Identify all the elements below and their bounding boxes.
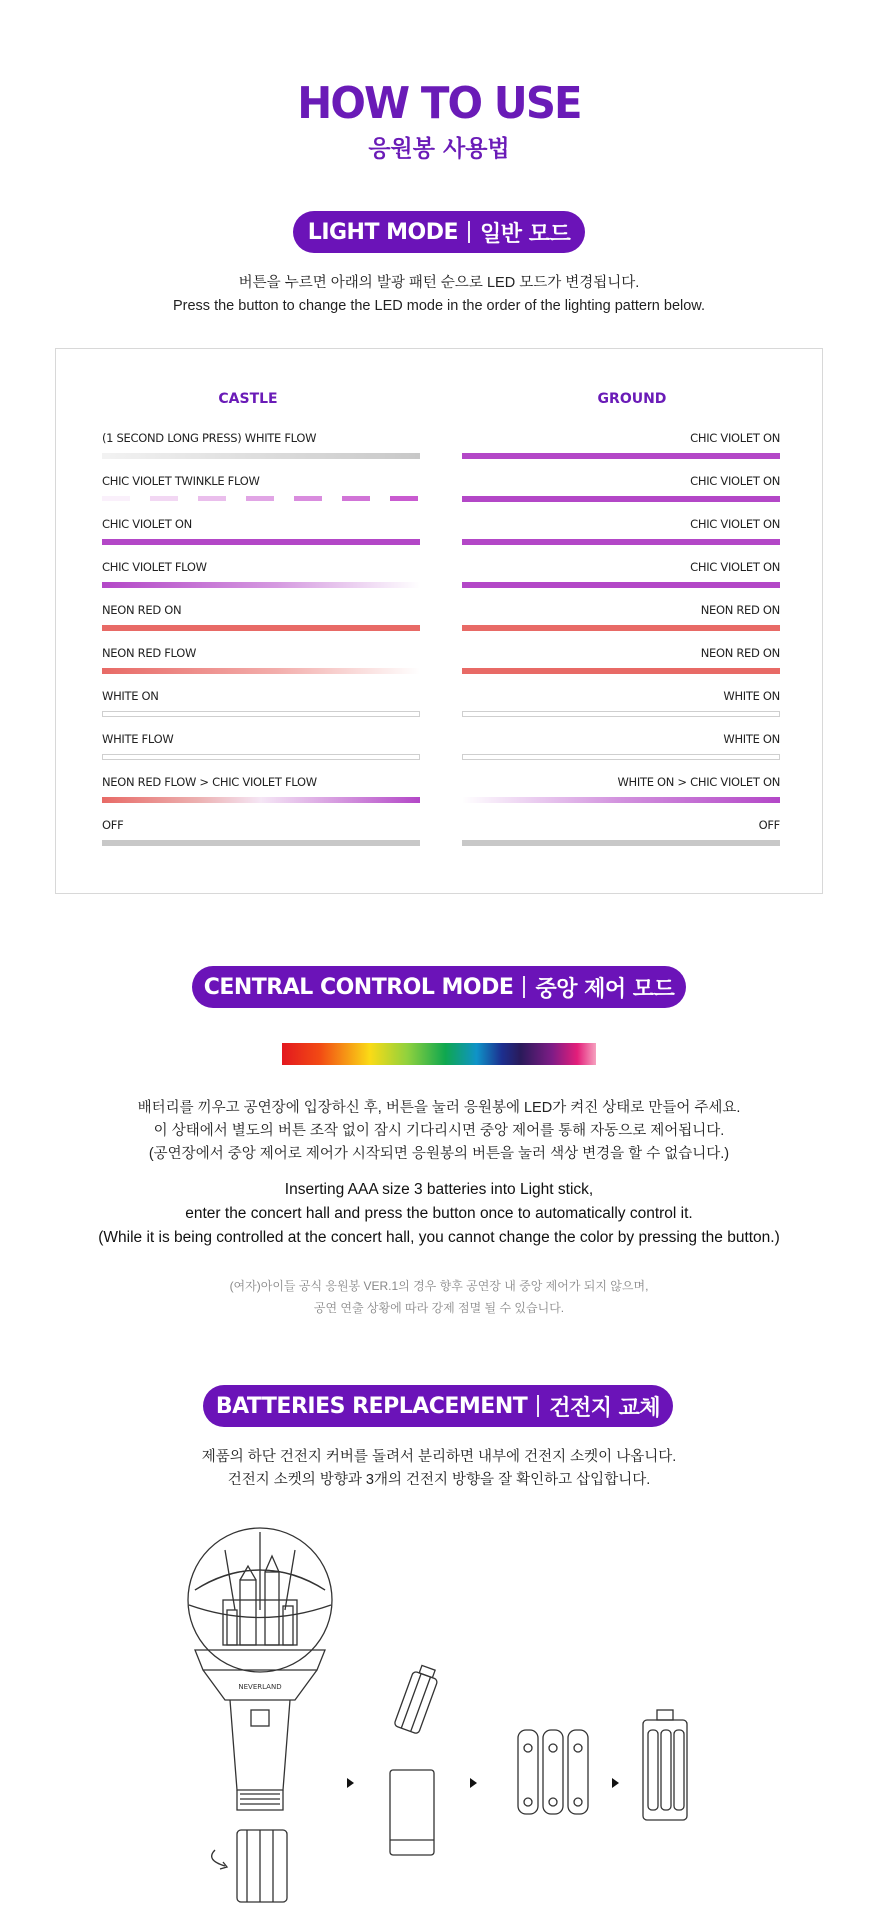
pattern-bar (462, 711, 780, 717)
pattern-bar (102, 754, 420, 760)
pattern-bar (462, 453, 780, 459)
pattern-label: CHIC VIOLET TWINKLE FLOW (102, 474, 260, 488)
castle-column-heading: CASTLE (218, 391, 278, 407)
aaa-batteries-icon (518, 1730, 588, 1814)
desc-line: 건전지 소켓의 방향과 3개의 건전지 방향을 잘 확인하고 삽입합니다. (227, 1472, 651, 1488)
pattern-label: WHITE FLOW (102, 732, 174, 746)
twinkle-segment (102, 496, 130, 501)
pattern-bar (102, 625, 420, 631)
central-mode-description-ko (0, 1097, 878, 1166)
pattern-label: CHIC VIOLET ON (690, 560, 780, 574)
pattern-bar (102, 840, 420, 846)
pattern-bar (102, 453, 420, 459)
batteries-badge (203, 1385, 673, 1427)
light-mode-badge (293, 211, 585, 253)
desc-line: (공연장에서 중앙 제어로 제어가 시작되면 응원봉의 버튼을 눌러 색상 변경을 할 수 없습니다.) (148, 1146, 730, 1162)
lighting-pattern-panel (55, 348, 823, 894)
central-mode-title-en: CENTRAL CONTROL MODE (203, 974, 514, 1000)
page-title: HOW TO USE (297, 78, 581, 129)
stick-brand-label: NEVERLAND (238, 1683, 282, 1691)
desc-line: 제품의 하단 건전지 커버를 돌려서 분리하면 내부에 건전지 소켓이 나옵니다. (201, 1449, 677, 1465)
pattern-bar (102, 582, 420, 588)
desc-line: 이 상태에서 별도의 버튼 조작 없이 잠시 기다리시면 중앙 제어를 통해 자동으로 제어됩니다. (153, 1123, 725, 1139)
lightstick-icon (188, 1528, 332, 1902)
desc-line: enter the concert hall and press the button once to automatically control it. (185, 1205, 693, 1222)
rainbow-color-bar (282, 1043, 596, 1065)
batteries-title-en: BATTERIES REPLACEMENT (215, 1393, 528, 1419)
light-mode-description (0, 272, 878, 318)
batteries-title-ko: 건전지 교체 (549, 1395, 661, 1421)
pattern-bar (462, 625, 780, 631)
pattern-label: NEON RED FLOW (102, 646, 197, 660)
twinkle-segment (390, 496, 418, 501)
pattern-label: CHIC VIOLET ON (102, 517, 192, 531)
pattern-bar (462, 496, 780, 502)
pattern-bar (102, 711, 420, 717)
twinkle-segment (246, 496, 274, 501)
light-mode-desc-en: Press the button to change the LED mode in the order of the lighting pattern below. (172, 298, 705, 314)
pattern-label: OFF (102, 818, 124, 832)
pattern-bar (102, 539, 420, 545)
desc-line: 배터리를 끼우고 공연장에 입장하신 후, 버튼을 눌러 응원봉에 LED가 켜진 상태로 만들어 주세요. (137, 1100, 741, 1116)
pattern-label: NEON RED ON (700, 603, 780, 617)
lightstick-diagram (185, 1510, 745, 1910)
pattern-label: NEON RED ON (102, 603, 182, 617)
desc-line: Inserting AAA size 3 batteries into Light stick, (284, 1181, 594, 1198)
pattern-bar (102, 797, 420, 803)
step-arrow-icon (470, 1778, 477, 1788)
light-mode-title-ko: 일반 모드 (480, 221, 571, 247)
central-mode-title-ko: 중앙 제어 모드 (535, 976, 675, 1002)
pattern-label: WHITE ON (723, 732, 780, 746)
castle-pattern-list (102, 349, 420, 895)
title-separator (468, 221, 470, 243)
pattern-label: WHITE ON > CHIC VIOLET ON (617, 775, 780, 789)
central-mode-badge (192, 966, 686, 1008)
pattern-label: CHIC VIOLET ON (690, 474, 780, 488)
note-line: (여자)아이들 공식 응원봉 VER.1의 경우 향후 공연장 내 중앙 제어가 되지 않으며, (229, 1279, 649, 1293)
pattern-bar (462, 797, 780, 803)
battery-replacement-illustration (185, 1510, 745, 1910)
light-mode-desc-ko: 버튼을 누르면 아래의 발광 패턴 순으로 LED 모드가 변경됩니다. (238, 275, 640, 291)
pattern-bar (462, 840, 780, 846)
central-mode-description-en (0, 1178, 878, 1250)
pattern-label: WHITE ON (723, 689, 780, 703)
battery-socket-icon (390, 1663, 441, 1855)
desc-line: (While it is being controlled at the concert hall, you cannot change the color by pressing the button.) (98, 1229, 780, 1246)
pattern-label: CHIC VIOLET FLOW (102, 560, 207, 574)
pattern-bar (462, 668, 780, 674)
page-subtitle: 응원봉 사용법 (368, 136, 510, 162)
note-line: 공연 연출 상황에 따라 강제 점멸 될 수 있습니다. (313, 1301, 565, 1315)
pattern-bar (102, 496, 420, 502)
step-arrow-icon (347, 1778, 354, 1788)
pattern-label: CHIC VIOLET ON (690, 517, 780, 531)
loaded-socket-icon (643, 1710, 687, 1820)
title-separator (523, 976, 525, 998)
ground-pattern-list (462, 349, 780, 895)
twinkle-segment (150, 496, 178, 501)
twinkle-segment (342, 496, 370, 501)
pattern-bar (462, 582, 780, 588)
light-mode-title-en: LIGHT MODE (307, 219, 459, 245)
pattern-label: NEON RED ON (700, 646, 780, 660)
pattern-bar (462, 539, 780, 545)
pattern-label: (1 SECOND LONG PRESS) WHITE FLOW (102, 431, 317, 445)
title-separator (537, 1395, 539, 1417)
step-arrow-icon (612, 1778, 619, 1788)
batteries-description (0, 1446, 878, 1492)
twinkle-segment (198, 496, 226, 501)
pattern-label: NEON RED FLOW > CHIC VIOLET FLOW (102, 775, 317, 789)
pattern-bar (462, 754, 780, 760)
pattern-label: WHITE ON (102, 689, 159, 703)
central-mode-note (0, 1275, 878, 1319)
pattern-label: OFF (758, 818, 780, 832)
twinkle-segment (294, 496, 322, 501)
pattern-label: CHIC VIOLET ON (690, 431, 780, 445)
ground-column-heading: GROUND (597, 391, 667, 407)
pattern-bar (102, 668, 420, 674)
